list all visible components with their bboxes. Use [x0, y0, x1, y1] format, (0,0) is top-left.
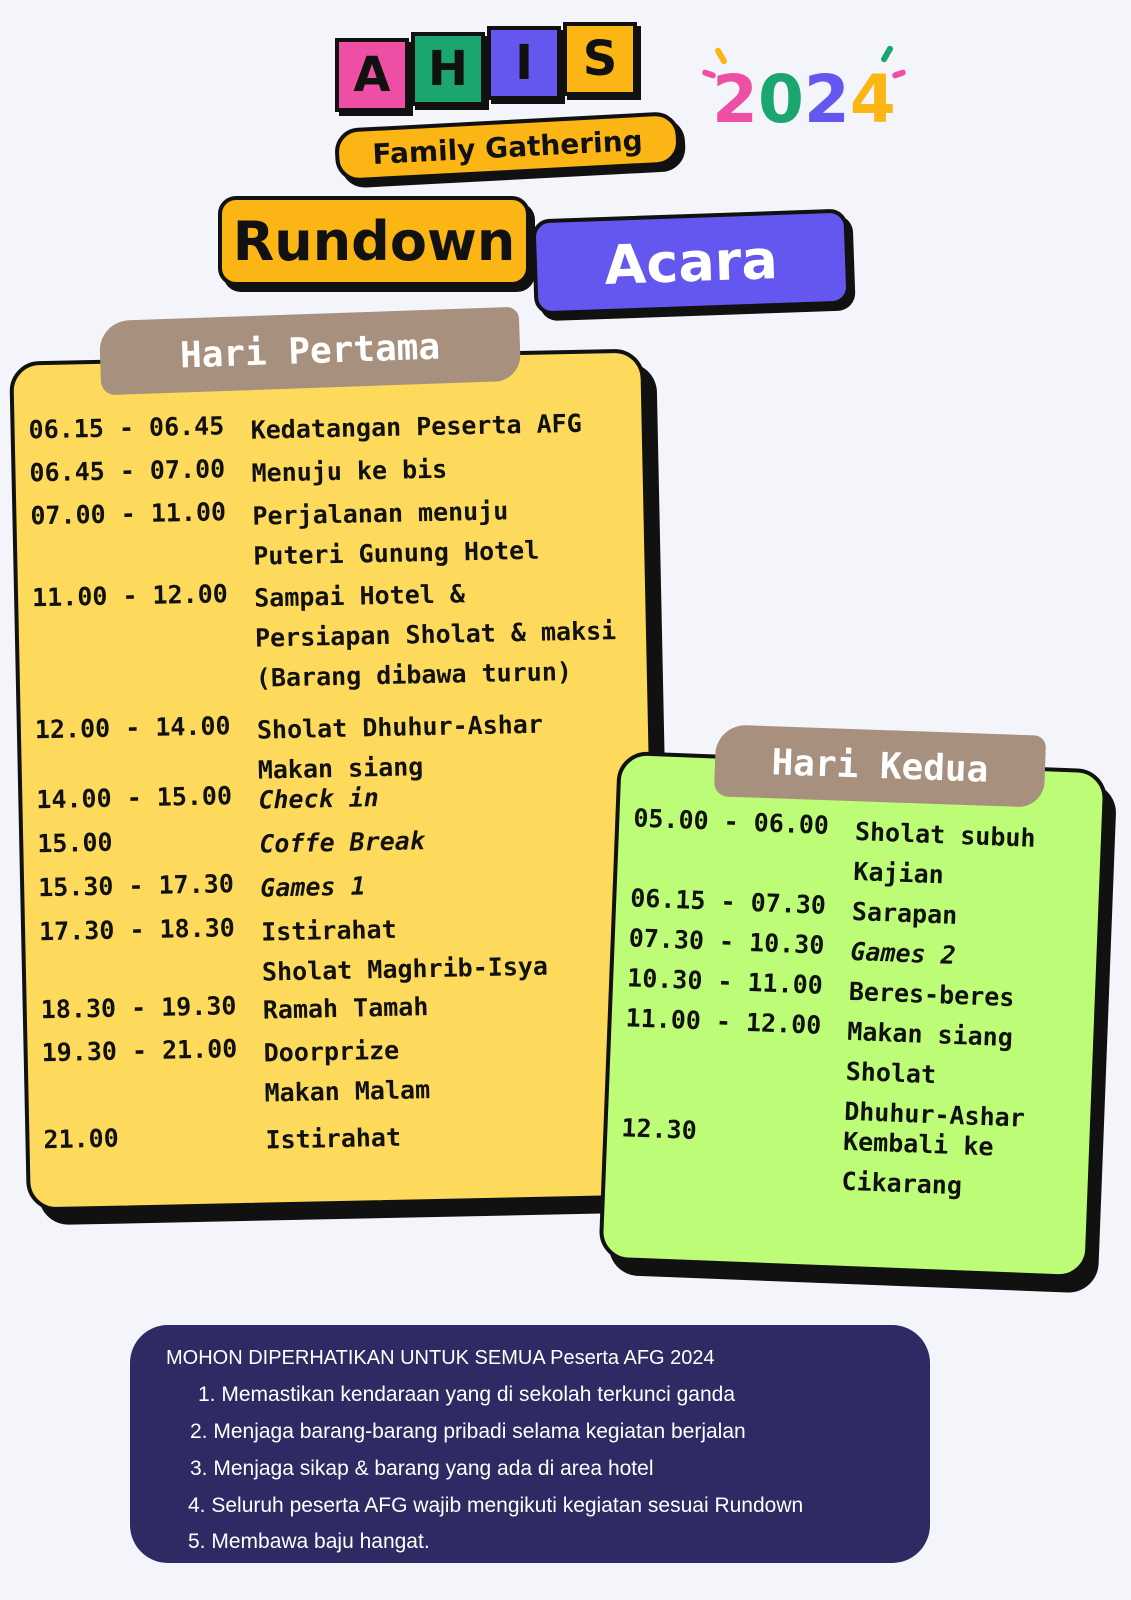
schedule-time: 07.00 - 11.00 [30, 497, 227, 531]
schedule-activity-line: Games 1 [259, 871, 366, 903]
schedule-activity-line: Sholat Dhuhur-Ashar [256, 709, 544, 745]
day1-label [99, 307, 521, 396]
title-acara [531, 209, 850, 316]
schedule-activity-line: Perjalanan menuju [252, 496, 509, 531]
schedule-activity-line: Dhuhur-Ashar [843, 1096, 1026, 1133]
schedule-activity-line: Sholat Maghrib-Isya [261, 951, 549, 987]
day2-label [714, 724, 1046, 807]
schedule-activity-line: Kembali ke [842, 1126, 995, 1162]
schedule-activity [251, 450, 447, 494]
schedule-activity [263, 1030, 430, 1113]
title-acara-text: Acara [603, 227, 779, 297]
schedule-time: 17.30 - 18.30 [38, 913, 236, 947]
schedule-activity-line: Ramah Tamah [262, 992, 429, 1025]
schedule-activity [841, 1122, 994, 1208]
schedule-activity [250, 404, 582, 451]
year-digit: 0 [757, 61, 804, 138]
schedule-time: 06.15 - 07.30 [629, 883, 827, 920]
schedule-activity-line: Puteri Gunung Hotel [252, 535, 540, 571]
schedule-activity [259, 821, 425, 864]
schedule-activity [844, 1012, 1029, 1139]
schedule-activity-line: Makan siang [846, 1016, 1014, 1053]
logo-letter-a-text: A [353, 47, 391, 103]
year-digit: 4 [849, 61, 896, 138]
schedule-activity-line: Makan Malam [264, 1075, 431, 1108]
schedule-time: 19.30 - 21.00 [41, 1034, 238, 1068]
day1-label-text: Hari Pertama [179, 325, 441, 377]
schedule-activity [257, 705, 545, 791]
schedule-activity-line: Coffe Break [259, 826, 426, 859]
schedule-time: 07.30 - 10.30 [628, 923, 825, 960]
schedule-time: 11.00 - 12.00 [31, 579, 229, 613]
family-gathering-label [334, 111, 681, 183]
schedule-time: 06.45 - 07.00 [29, 454, 226, 488]
year-digit: 2 [803, 61, 850, 138]
schedule-activity-line: Cikarang [841, 1166, 963, 1201]
schedule-activity [261, 907, 549, 993]
schedule-activity-line: Beres-beres [848, 976, 1015, 1013]
schedule-activity-line: Sholat [845, 1056, 937, 1090]
schedule-time: 06.15 - 06.45 [28, 411, 225, 445]
schedule-activity-line: Sarapan [851, 896, 958, 930]
schedule-activity-line: Sampai Hotel & [253, 579, 466, 613]
schedule-activity-line: Makan siang [257, 752, 424, 785]
notice-box [130, 1325, 930, 1563]
schedule-activity-line: Kedatangan Peserta AFG [250, 408, 583, 445]
schedule-activity [260, 866, 366, 908]
schedule-activity [850, 932, 957, 976]
schedule-activity-line: Persiapan Sholat & maksi [254, 616, 617, 653]
logo-letter-s-text: S [582, 31, 618, 87]
schedule-time: 12.30 [620, 1113, 698, 1146]
schedule-time: 12.00 - 14.00 [34, 711, 231, 745]
schedule-activity [853, 812, 1037, 899]
schedule-activity-line: Istirahat [265, 1122, 402, 1155]
title-rundown [218, 196, 530, 286]
schedule-time: 10.30 - 11.00 [626, 963, 824, 1000]
logo-letter-s [563, 22, 637, 96]
title-rundown-text: Rundown [232, 209, 516, 273]
schedule-activity-line: Sholat subuh [854, 816, 1037, 853]
schedule-activity [252, 491, 540, 577]
schedule-activity [254, 571, 618, 699]
schedule-activity-line: Istirahat [260, 914, 397, 947]
schedule-activity [851, 892, 958, 936]
logo-letter-i-text: I [515, 35, 533, 91]
day1-schedule-card [9, 348, 662, 1211]
family-gathering-text: Family Gathering [371, 123, 644, 171]
logo-letter-i [487, 26, 561, 100]
notice-title: MOHON DIPERHATIKAN UNTUK SEMUA Peserta AFG 2024 [166, 1347, 715, 1369]
year-2024 [712, 45, 912, 155]
notice-item: 1. Memastikan kendaraan yang di sekolah terkunci ganda [198, 1383, 735, 1406]
year-digit: 2 [712, 61, 758, 138]
day2-schedule-card [598, 751, 1107, 1279]
schedule-time: 18.30 - 19.30 [40, 991, 237, 1025]
schedule-time: 21.00 [43, 1123, 120, 1155]
schedule-activity [265, 1118, 401, 1161]
schedule-time: 14.00 - 15.00 [36, 781, 233, 815]
schedule-time: 15.30 - 17.30 [37, 869, 235, 903]
logo-letter-a [335, 38, 409, 112]
schedule-activity-line: (Barang dibawa turun) [255, 657, 573, 693]
schedule-activity-line: Check in [258, 783, 380, 815]
notice-item: 2. Menjaga barang-barang pribadi selama kegiatan berjalan [190, 1420, 746, 1443]
schedule-activity [848, 972, 1015, 1018]
logo-letter-h [411, 32, 485, 106]
schedule-time: 05.00 - 06.00 [632, 803, 830, 840]
schedule-activity-line: Games 2 [849, 936, 957, 970]
notice-item: 3. Menjaga sikap & barang yang ada di area hotel [190, 1457, 654, 1480]
notice-item: 5. Membawa baju hangat. [188, 1530, 430, 1553]
day2-label-text: Hari Kedua [770, 741, 990, 791]
schedule-activity-line: Menuju ke bis [251, 454, 448, 488]
schedule-activity [258, 778, 379, 821]
schedule-time: 15.00 [36, 827, 113, 859]
notice-item: 4. Seluruh peserta AFG wajib mengikuti kegiatan sesuai Rundown [188, 1494, 804, 1517]
logo-letter-h-text: H [427, 41, 469, 97]
schedule-activity-line: Doorprize [263, 1035, 400, 1068]
schedule-time: 11.00 - 12.00 [625, 1003, 822, 1040]
schedule-activity-line: Kajian [852, 856, 945, 890]
schedule-activity [262, 987, 428, 1030]
ahis-logo [335, 22, 715, 172]
